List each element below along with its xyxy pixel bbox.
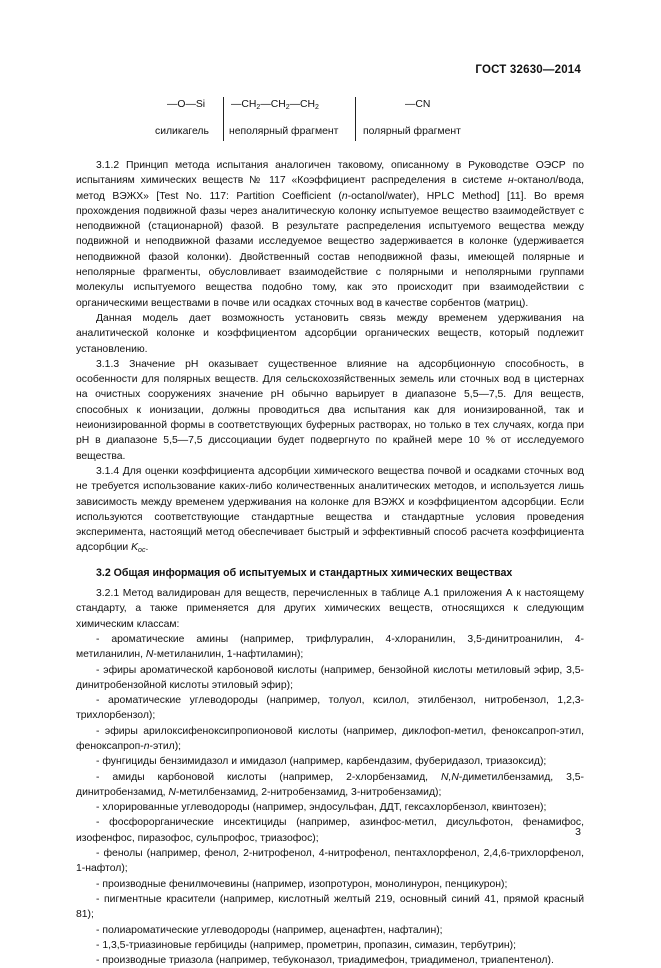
standard-number: ГОСТ 32630—2014 — [475, 64, 581, 76]
list-item: - ароматические амины (например, трифлуралин, 4-хлоранилин, 3,5-динитроанилин, 4-метиланилин, N-метиланилин, 1-нафтиламин); — [76, 633, 584, 661]
paragraph-3-1-2: 3.1.2 Принцип метода испытания аналогичен таковому, описанному в Руководстве ОЭСР по испытаниям химических веществ № 117 «Коэффициент распределения в системе н-октанол/вода, метод ВЭЖХ» [Test No. 117: Partition Coefficient (n-octanol/water), HPLC Method] [11]. Во время прохождения подвижной фазы через аналитическую колонку испытуемое вещество взаимодействует с неподвижной (стационарной) фазой. В результате распределения испытуемого вещества между подвижной и неподвижной фазами исследуемое вещество задерживается в колонке (удерживается неподвижной фазой колонки). Двойственный состав неподвижной фазы, имеющей полярные и неполярные фрагменты, обусловливает взаимодействие с полярными и неполярными группами молекулы испытуемого вещества подобно тому, как это происходит при взаимодействии с органическими веществами в почве или осадках сточных вод в качестве сорбентов (матриц). — [76, 160, 584, 309]
list-item: - 1,3,5-триазиновые гербициды (например, прометрин, пропазин, симазин, тербутрин); — [96, 939, 516, 951]
list-item: - производные фенилмочевины (например, изопротурон, монолинурон, пенцикурон); — [96, 878, 508, 890]
formula-nonpolar-label: неполярный фрагмент — [229, 126, 339, 137]
formula-polar-label: полярный фрагмент — [363, 126, 461, 137]
formula-nonpolar-group: $—CH_2—CH_2—CH_2$ — [231, 99, 319, 111]
list-item: - полиароматические углеводороды (например, аценафтен, нафталин); — [96, 924, 443, 936]
paragraph-3-1-4: 3.1.4 Для оценки коэффициента адсорбции химического вещества почвой и осадками сточных вод не требуется использование каких-либо количественных аналитических методов, и используется лишь зависимость между временем удерживания на колонке для ВЭЖХ и коэффициентом адсорбции. Если используются соответствующие стандартные вещества и стандартные условия проведения эксперимента, настоящий метод обеспечивает быстрый и эффективный способ расчета коэффициента адсорбции $K_{oc}$. — [76, 465, 584, 555]
paragraph-model: Данная модель дает возможность установить связь между временем удерживания на аналитической колонке и коэффициентом адсорбции органических веществ, который подлежит установлению. — [76, 312, 584, 355]
stationary-phase-formula — [155, 97, 495, 141]
formula-polar-group: —CN — [405, 99, 431, 110]
list-item: - эфиры ароматической карбоновой кислоты (например, бензойной кислоты метиловый эфир, 3,5-динитробензойной кислоты этиловый эфир); — [76, 664, 584, 691]
formula-divider — [223, 97, 224, 141]
list-item: - эфиры арилоксифеноксипропионовой кислоты (например, диклофоп-метил, феноксапроп-этил, феноксапроп-n-этил); — [76, 725, 584, 752]
list-item: - фунгициды бензимидазол и имидазол (например, карбендазим, фуберидазол, триазоксид); — [96, 756, 547, 768]
list-item: - хлорированные углеводороды (например, эндосульфан, ДДТ, гексахлорбензол, квинтозен); — [96, 802, 547, 814]
page-number: 3 — [575, 825, 581, 838]
paragraph-3-1-3: 3.1.3 Значение pH оказывает существенное влияние на адсорбционную способность, в особенности для полярных веществ. Для сельскохозяйственных земель или сточных вод в цистернах на очистных сооружениях значение pH обычно варьирует в диапазоне 5,5—7,5. Для веществ, способных к ионизации, должны проводиться два испытания как для ионизированной, так и неионизированной формы в соответствующих буферных растворах, но только в тех случаях, когда при pH в диапазоне 5,5—7,5 диссоциации будет подвергнуто по крайней мере 10 % от исследуемого вещества. — [76, 358, 584, 462]
list-item: - ароматические углеводороды (например, толуол, ксилол, этилбензол, нитробензол, 1,2,3-трихлорбензол); — [76, 695, 584, 722]
section-heading-3-2: 3.2 Общая информация об испытуемых и стандартных химических веществах — [96, 566, 513, 579]
formula-silica-group: —O—Si — [167, 99, 206, 110]
document-body — [76, 158, 584, 968]
list-item: - фосфорорганические инсектициды (например, азинфос-метил, дисульфотон, фенамифос, изофенфос, пиразофос, сульпрофос, триазофос); — [76, 817, 584, 844]
list-item: - производные триазола (например, тебуконазол, триадимефон, триадименол, триапентенол). — [96, 955, 554, 967]
list-item: - амиды карбоновой кислоты (например, 2-хлорбензамид, N,N-диметилбензамид, 3,5-динитробензамид, N-метилбензамид, 2-нитробензамид, 3-нитробензамид); — [76, 771, 584, 798]
paragraph-3-2-1: 3.2.1 Метод валидирован для веществ, перечисленных в таблице А.1 приложения А к настоящему стандарту, а также применяется для других химических веществ, относящихся к следующим химическим классам: — [76, 588, 584, 630]
formula-silica-label: силикагель — [155, 126, 209, 137]
formula-divider — [355, 97, 356, 141]
list-item: - пигментные красители (например, кислотный желтый 219, основный синий 41, прямой красный 81); — [76, 893, 584, 921]
list-item: - фенолы (например, фенол, 2-нитрофенол, 4-нитрофенол, пентахлорфенол, 2,4,6-трихлорфенол, 1-нафтол); — [76, 848, 584, 875]
